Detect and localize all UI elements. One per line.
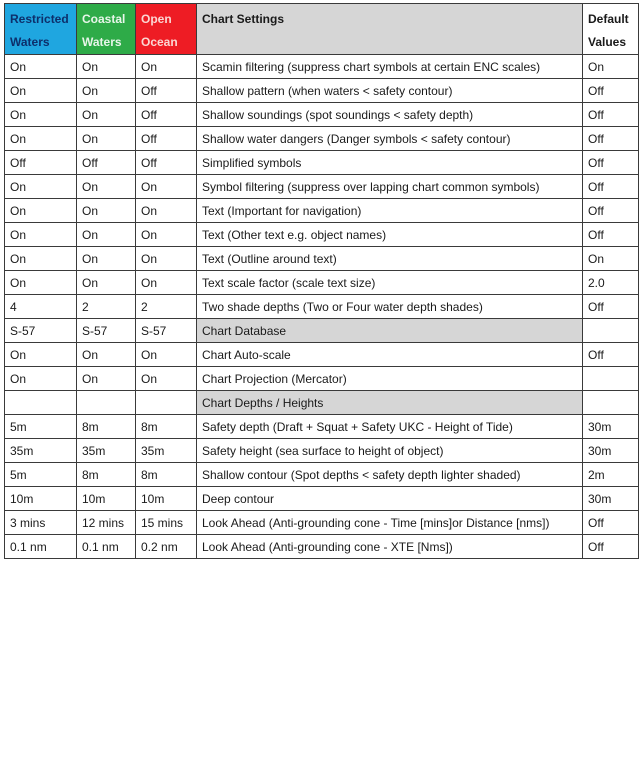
open-value-cell: On — [136, 367, 197, 391]
chart-settings-table — [4, 3, 639, 559]
restricted-value-cell: On — [5, 271, 77, 295]
open-value-cell: 2 — [136, 295, 197, 319]
table-row — [5, 55, 639, 79]
section-title-chart-depths: Chart Depths / Heights — [197, 391, 583, 415]
coastal-value-cell: On — [77, 367, 136, 391]
default-value-cell: Off — [583, 79, 639, 103]
section-title-chart-database: Chart Database — [197, 319, 583, 343]
coastal-value-cell: On — [77, 175, 136, 199]
header-chart-settings: Chart Settings — [197, 4, 583, 55]
open-value-cell: 10m — [136, 487, 197, 511]
empty-cell — [136, 391, 197, 415]
coastal-value-cell: On — [77, 343, 136, 367]
coastal-value-cell: On — [77, 223, 136, 247]
header-coastal-waters: Coastal Waters — [77, 4, 136, 55]
setting-name-cell: Shallow pattern (when waters < safety contour) — [197, 79, 583, 103]
restricted-value-cell: On — [5, 103, 77, 127]
default-value-cell: Off — [583, 511, 639, 535]
restricted-value-cell: On — [5, 343, 77, 367]
setting-name-cell: Scamin filtering (suppress chart symbols at certain ENC scales) — [197, 55, 583, 79]
table-row — [5, 79, 639, 103]
table-row — [5, 175, 639, 199]
header-open-ocean: Open Ocean — [136, 4, 197, 55]
setting-name-cell: Text (Other text e.g. object names) — [197, 223, 583, 247]
restricted-value-cell: S-57 — [5, 319, 77, 343]
open-value-cell: Off — [136, 79, 197, 103]
table-row — [5, 439, 639, 463]
table-row — [5, 415, 639, 439]
table-row — [5, 223, 639, 247]
setting-name-cell: Two shade depths (Two or Four water depth shades) — [197, 295, 583, 319]
coastal-value-cell: 12 mins — [77, 511, 136, 535]
restricted-value-cell: On — [5, 199, 77, 223]
table-row — [5, 535, 639, 559]
open-value-cell: Off — [136, 151, 197, 175]
section-row-chart-database — [5, 319, 639, 343]
open-value-cell: 15 mins — [136, 511, 197, 535]
setting-name-cell: Shallow soundings (spot soundings < safety depth) — [197, 103, 583, 127]
header-restricted-waters: Restricted Waters — [5, 4, 77, 55]
restricted-value-cell: On — [5, 55, 77, 79]
restricted-value-cell: 3 mins — [5, 511, 77, 535]
coastal-value-cell: 8m — [77, 463, 136, 487]
default-value-cell: Off — [583, 151, 639, 175]
open-value-cell: Off — [136, 127, 197, 151]
open-value-cell: On — [136, 175, 197, 199]
setting-name-cell: Shallow contour (Spot depths < safety depth lighter shaded) — [197, 463, 583, 487]
open-value-cell: 35m — [136, 439, 197, 463]
restricted-value-cell: On — [5, 127, 77, 151]
header-row — [5, 4, 639, 55]
coastal-value-cell: On — [77, 103, 136, 127]
coastal-value-cell: 2 — [77, 295, 136, 319]
header-default-values: Default Values — [583, 4, 639, 55]
default-value-cell: Off — [583, 223, 639, 247]
default-value-cell: 2.0 — [583, 271, 639, 295]
setting-name-cell: Look Ahead (Anti-grounding cone - XTE [Nms]) — [197, 535, 583, 559]
default-value-cell: 30m — [583, 439, 639, 463]
table-row — [5, 127, 639, 151]
empty-cell — [583, 391, 639, 415]
coastal-value-cell: 8m — [77, 415, 136, 439]
table-row — [5, 343, 639, 367]
default-value-cell: Off — [583, 295, 639, 319]
coastal-value-cell: On — [77, 271, 136, 295]
open-value-cell: On — [136, 271, 197, 295]
open-value-cell: 8m — [136, 463, 197, 487]
setting-name-cell: Text (Important for navigation) — [197, 199, 583, 223]
empty-cell — [77, 391, 136, 415]
setting-name-cell: Simplified symbols — [197, 151, 583, 175]
coastal-value-cell: S-57 — [77, 319, 136, 343]
restricted-value-cell: 5m — [5, 415, 77, 439]
setting-name-cell: Chart Projection (Mercator) — [197, 367, 583, 391]
open-value-cell: 0.2 nm — [136, 535, 197, 559]
restricted-value-cell: On — [5, 175, 77, 199]
setting-name-cell: Deep contour — [197, 487, 583, 511]
default-value-cell: Off — [583, 175, 639, 199]
default-value-cell — [583, 319, 639, 343]
restricted-value-cell: 4 — [5, 295, 77, 319]
setting-name-cell: Shallow water dangers (Danger symbols < safety contour) — [197, 127, 583, 151]
table-row — [5, 247, 639, 271]
setting-name-cell: Safety depth (Draft + Squat + Safety UKC - Height of Tide) — [197, 415, 583, 439]
setting-name-cell: Look Ahead (Anti-grounding cone - Time [mins]or Distance [nms]) — [197, 511, 583, 535]
coastal-value-cell: On — [77, 247, 136, 271]
coastal-value-cell: On — [77, 199, 136, 223]
setting-name-cell: Safety height (sea surface to height of object) — [197, 439, 583, 463]
setting-name-cell: Symbol filtering (suppress over lapping chart common symbols) — [197, 175, 583, 199]
default-value-cell: On — [583, 55, 639, 79]
default-value-cell: On — [583, 247, 639, 271]
setting-name-cell: Chart Auto-scale — [197, 343, 583, 367]
restricted-value-cell: 35m — [5, 439, 77, 463]
default-value-cell: 30m — [583, 415, 639, 439]
coastal-value-cell: Off — [77, 151, 136, 175]
coastal-value-cell: On — [77, 127, 136, 151]
table-row — [5, 487, 639, 511]
section-row-chart-depths — [5, 391, 639, 415]
table-row — [5, 367, 639, 391]
table-row — [5, 463, 639, 487]
default-value-cell: Off — [583, 343, 639, 367]
table-row — [5, 511, 639, 535]
restricted-value-cell: 0.1 nm — [5, 535, 77, 559]
open-value-cell: On — [136, 55, 197, 79]
setting-name-cell: Text (Outline around text) — [197, 247, 583, 271]
coastal-value-cell: 0.1 nm — [77, 535, 136, 559]
default-value-cell: 30m — [583, 487, 639, 511]
table-row — [5, 199, 639, 223]
coastal-value-cell: 35m — [77, 439, 136, 463]
restricted-value-cell: On — [5, 247, 77, 271]
open-value-cell: On — [136, 343, 197, 367]
default-value-cell: Off — [583, 103, 639, 127]
restricted-value-cell: 10m — [5, 487, 77, 511]
coastal-value-cell: 10m — [77, 487, 136, 511]
default-value-cell: Off — [583, 199, 639, 223]
open-value-cell: On — [136, 199, 197, 223]
restricted-value-cell: Off — [5, 151, 77, 175]
table-row — [5, 271, 639, 295]
default-value-cell — [583, 367, 639, 391]
open-value-cell: Off — [136, 103, 197, 127]
restricted-value-cell: On — [5, 79, 77, 103]
open-value-cell: S-57 — [136, 319, 197, 343]
open-value-cell: On — [136, 247, 197, 271]
coastal-value-cell: On — [77, 79, 136, 103]
open-value-cell: On — [136, 223, 197, 247]
default-value-cell: Off — [583, 127, 639, 151]
empty-cell — [5, 391, 77, 415]
restricted-value-cell: On — [5, 223, 77, 247]
table-row — [5, 151, 639, 175]
setting-name-cell: Text scale factor (scale text size) — [197, 271, 583, 295]
restricted-value-cell: On — [5, 367, 77, 391]
table-row — [5, 295, 639, 319]
open-value-cell: 8m — [136, 415, 197, 439]
coastal-value-cell: On — [77, 55, 136, 79]
default-value-cell: Off — [583, 535, 639, 559]
default-value-cell: 2m — [583, 463, 639, 487]
restricted-value-cell: 5m — [5, 463, 77, 487]
table-row — [5, 103, 639, 127]
